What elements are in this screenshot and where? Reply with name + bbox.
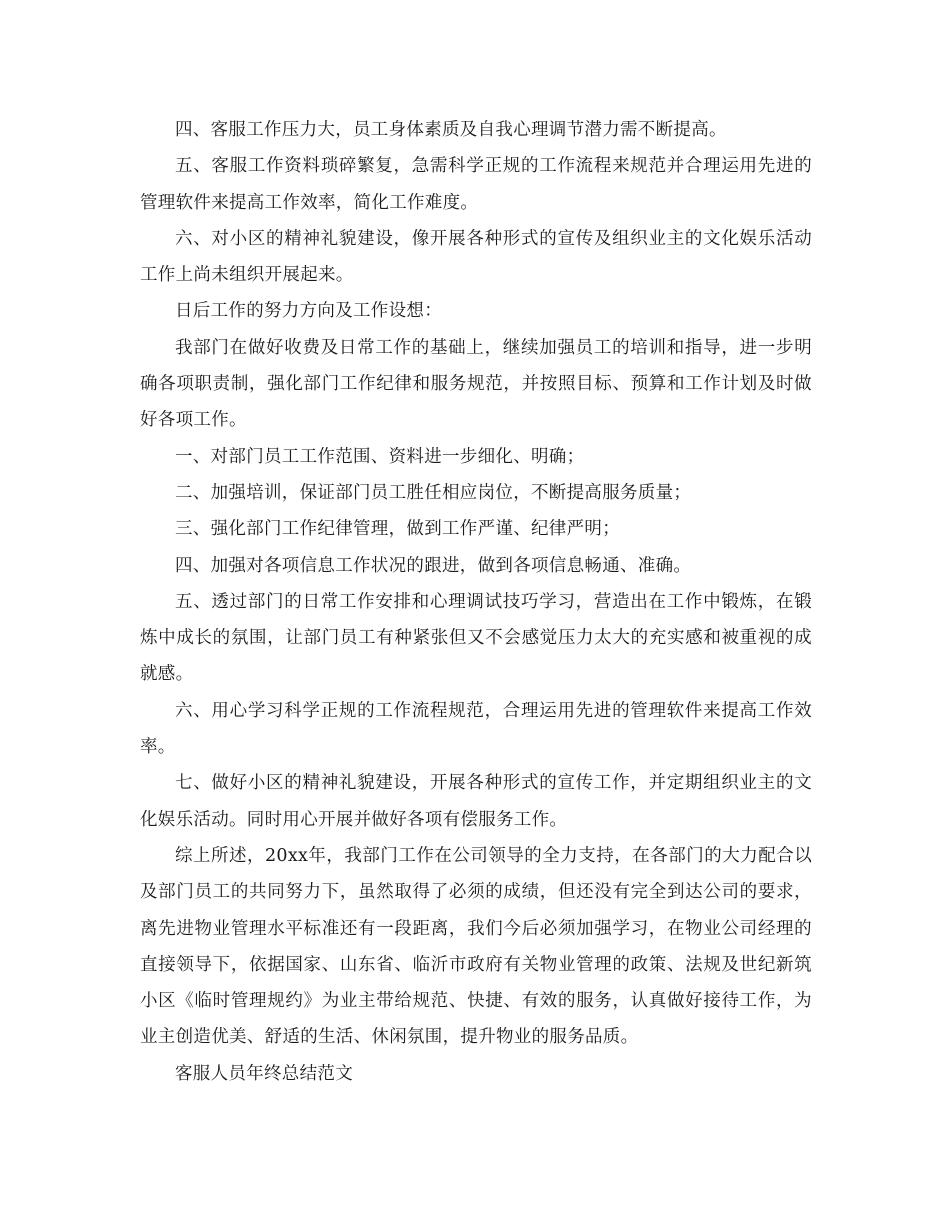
paragraph: 六、对小区的精神礼貌建设，像开展各种形式的宣传及组织业主的文化娱乐活动工作上尚未组织开展起来。 [140,228,812,286]
paragraph: 我部门在做好收费及日常工作的基础上，继续加强员工的培训和指导，进一步明确各项职责制，强化部门工作纪律和服务规范，并按照目标、预算和工作计划及时做好各项工作。 [140,337,812,431]
paragraph: 四、客服工作压力大，员工身体素质及自我心理调节潜力需不断提高。 [175,120,727,140]
section-heading: 日后工作的努力方向及工作设想： [175,301,442,322]
summary-paragraph: 综上所述，20xx年，我部门工作在公司领导的全力支持，在各部门的大力配合以及部门员工的共同努力下，虽然取得了必须的成绩，但还没有完全到达公司的要求，离先进物业管理水平标准还有一段距离，我们今后必须加强学习，在物业公司经理的直接领导下，依据国家、山东省、临沂市政府有关物业管理的政策、法规及世纪新筑小区《临时管理规约》为业主带给规范、快捷、有效的服务，认真做好接待工作，为业主创造优美、舒适的生活、休闲氛围，提升物业的服务品质。 [140,845,812,1048]
list-item: 四、加强对各项信息工作状况的跟进，做到各项信息畅通、准确。 [175,555,692,576]
paragraph: 五、客服工作资料琐碎繁复，急需科学正规的工作流程来规范并合理运用先进的管理软件来提高工作效率，简化工作难度。 [140,156,812,213]
document-body [140,112,812,1092]
list-item: 二、加强培训，保证部门员工胜任相应岗位，不断提高服务质量； [175,482,692,503]
section-title: 客服人员年终总结范文 [175,1063,353,1084]
list-item: 七、做好小区的精神礼貌建设，开展各种形式的宣传工作，并定期组织业主的文化娱乐活动。同时用心开展并做好各项有偿服务工作。 [140,773,812,830]
list-item: 三、强化部门工作纪律管理，做到工作严谨、纪律严明； [175,519,620,540]
list-item: 五、透过部门的日常工作安排和心理调试技巧学习，营造出在工作中锻炼，在锻炼中成长的氛围，让部门员工有种紧张但又不会感觉压力太大的充实感和被重视的成就感。 [140,591,812,685]
list-item: 六、用心学习科学正规的工作流程规范，合理运用先进的管理软件来提高工作效率。 [140,700,812,758]
list-item: 一、对部门员工工作范围、资料进一步细化、明确； [175,446,585,467]
